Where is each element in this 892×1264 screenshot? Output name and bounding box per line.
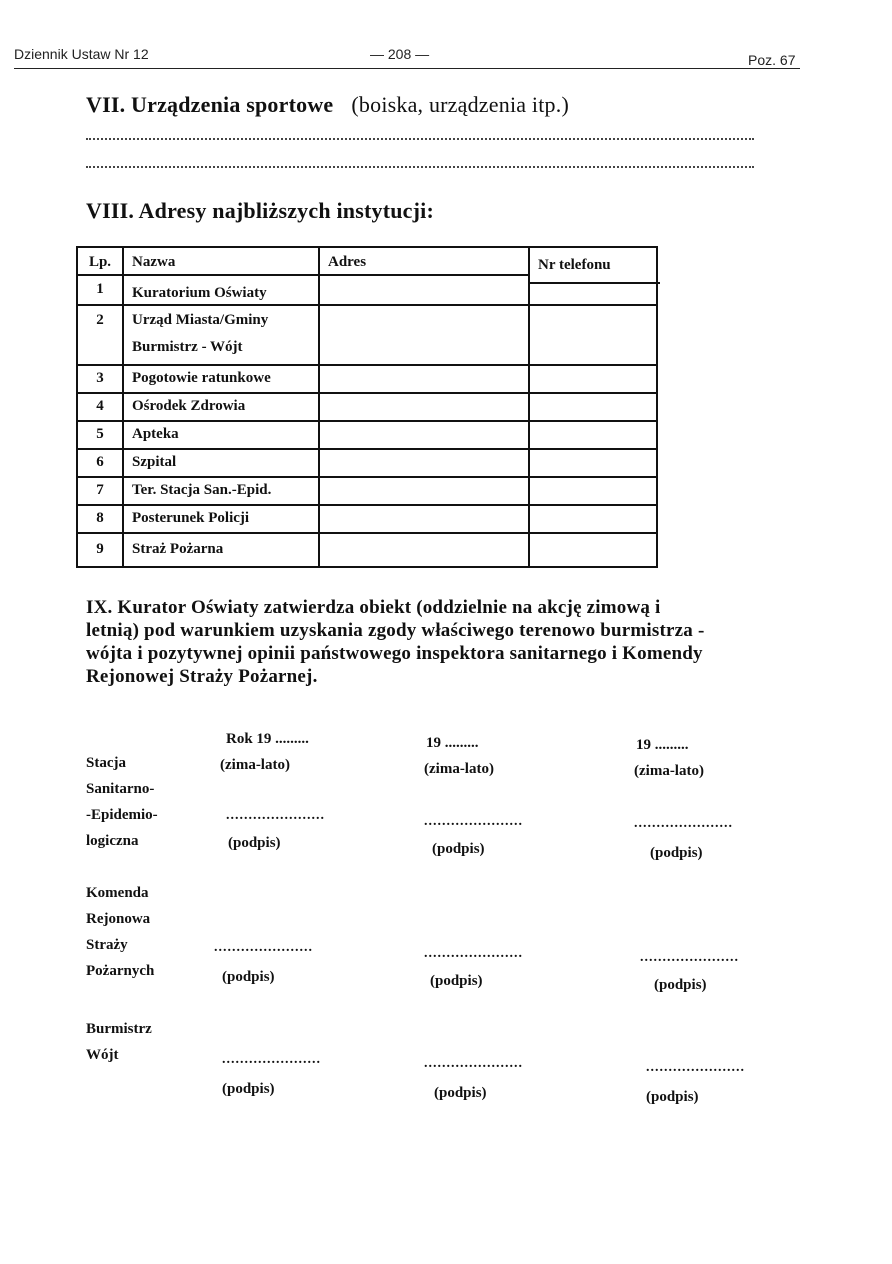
- authority-sanepid: [86, 750, 158, 854]
- row-name: Posterunek Policji: [132, 510, 250, 526]
- col-header-name: Nazwa: [132, 254, 176, 270]
- year-3-season: (zima-lato): [634, 763, 704, 779]
- row-lp: 9: [96, 541, 104, 557]
- row-lp: 6: [96, 454, 104, 470]
- authority-line: Pożarnych: [86, 963, 155, 979]
- signature-label: (podpis): [646, 1089, 699, 1105]
- authority-line: Sanitarno-: [86, 781, 155, 797]
- authority-line: logiczna: [86, 833, 139, 849]
- paragraph-line: IX. Kurator Oświaty zatwierdza obiekt (oddzielnie na akcję zimową i: [86, 597, 661, 618]
- position-number: Poz. 67: [748, 52, 796, 68]
- row-name: Szpital: [132, 454, 177, 470]
- paragraph-line: wójta i pozytywnej opinii państwowego inspektora sanitarnego i Komendy: [86, 643, 703, 664]
- authority-fire-brigade: [86, 880, 154, 984]
- table-row: [78, 534, 656, 566]
- table-row: [78, 394, 656, 420]
- authority-line: Straży: [86, 937, 128, 953]
- institutions-table: [76, 246, 658, 568]
- section-7-heading: [86, 92, 569, 118]
- section-8-title: VIII. Adresy najbliższych instytucji:: [86, 198, 435, 223]
- table-row: [78, 450, 656, 476]
- row-name: Pogotowie ratunkowe: [132, 370, 271, 386]
- table-row: [78, 366, 656, 392]
- signature-line: ......................: [634, 816, 733, 831]
- authority-mayor: [86, 1016, 152, 1068]
- signature-label: (podpis): [434, 1085, 487, 1101]
- table-row: [78, 422, 656, 448]
- signature-label: (podpis): [228, 835, 281, 851]
- row-name: Apteka: [132, 426, 179, 442]
- signature-label: (podpis): [432, 841, 485, 857]
- header-rule: [14, 68, 800, 69]
- authority-line: Wójt: [86, 1047, 119, 1063]
- row-name: Straż Pożarna: [132, 541, 224, 557]
- row-name-line-2: Burmistrz - Wójt: [132, 339, 243, 355]
- paragraph-line: letnią) pod warunkiem uzyskania zgody właściwego terenowo burmistrza -: [86, 620, 705, 641]
- table-row: [78, 276, 656, 304]
- section-7-title: VII. Urządzenia sportowe: [86, 92, 334, 117]
- signature-line: ......................: [640, 950, 739, 965]
- year-2-label: 19 .........: [426, 735, 479, 751]
- signature-line: ......................: [226, 808, 325, 823]
- authority-line: Burmistrz: [86, 1021, 152, 1037]
- row-name: Ośrodek Zdrowia: [132, 398, 246, 414]
- fill-line: [86, 138, 754, 144]
- table-header-row: [78, 248, 656, 276]
- signature-label: (podpis): [650, 845, 703, 861]
- signature-label: (podpis): [654, 977, 707, 993]
- year-3-label: 19 .........: [636, 737, 689, 753]
- section-7-note: (boiska, urządzenia itp.): [351, 92, 569, 117]
- authority-line: Rejonowa: [86, 911, 151, 927]
- signature-label: (podpis): [222, 969, 275, 985]
- journal-name: Dziennik Ustaw Nr 12: [14, 46, 149, 62]
- year-2-season: (zima-lato): [424, 761, 494, 777]
- col-header-lp: Lp.: [88, 254, 112, 270]
- row-lp: 7: [96, 482, 104, 498]
- signature-label: (podpis): [222, 1081, 275, 1097]
- row-lp: 2: [96, 312, 104, 328]
- signature-label: (podpis): [430, 973, 483, 989]
- col-header-phone: Nr telefonu: [538, 257, 611, 273]
- row-name: Ter. Stacja San.-Epid.: [132, 482, 272, 498]
- section-9-paragraph: [86, 596, 766, 688]
- signature-line: ......................: [424, 1056, 523, 1071]
- fill-line: [86, 166, 754, 172]
- row-lp: 4: [96, 398, 104, 414]
- authority-line: Stacja: [86, 755, 126, 771]
- table-row: [78, 478, 656, 504]
- col-header-address: Adres: [328, 254, 367, 270]
- row-lp: 1: [96, 281, 104, 297]
- row-lp: 5: [96, 426, 104, 442]
- row-lp: 8: [96, 510, 104, 526]
- row-lp: 3: [96, 370, 104, 386]
- row-name: Kuratorium Oświaty: [132, 285, 267, 301]
- signature-line: ......................: [214, 940, 313, 955]
- table-row: [78, 506, 656, 532]
- authority-line: Komenda: [86, 885, 149, 901]
- year-1-season: (zima-lato): [220, 757, 290, 773]
- signature-line: ......................: [424, 814, 523, 829]
- row-name: Urząd Miasta/Gminy: [132, 312, 269, 328]
- paragraph-line: Rejonowej Straży Pożarnej.: [86, 666, 318, 687]
- page-number: — 208 —: [370, 46, 430, 62]
- signature-line: ......................: [424, 946, 523, 961]
- authority-line: -Epidemio-: [86, 807, 158, 823]
- table-row: [78, 306, 656, 364]
- signature-line: ......................: [646, 1060, 745, 1075]
- year-1-label: Rok 19 .........: [226, 731, 309, 747]
- signature-line: ......................: [222, 1052, 321, 1067]
